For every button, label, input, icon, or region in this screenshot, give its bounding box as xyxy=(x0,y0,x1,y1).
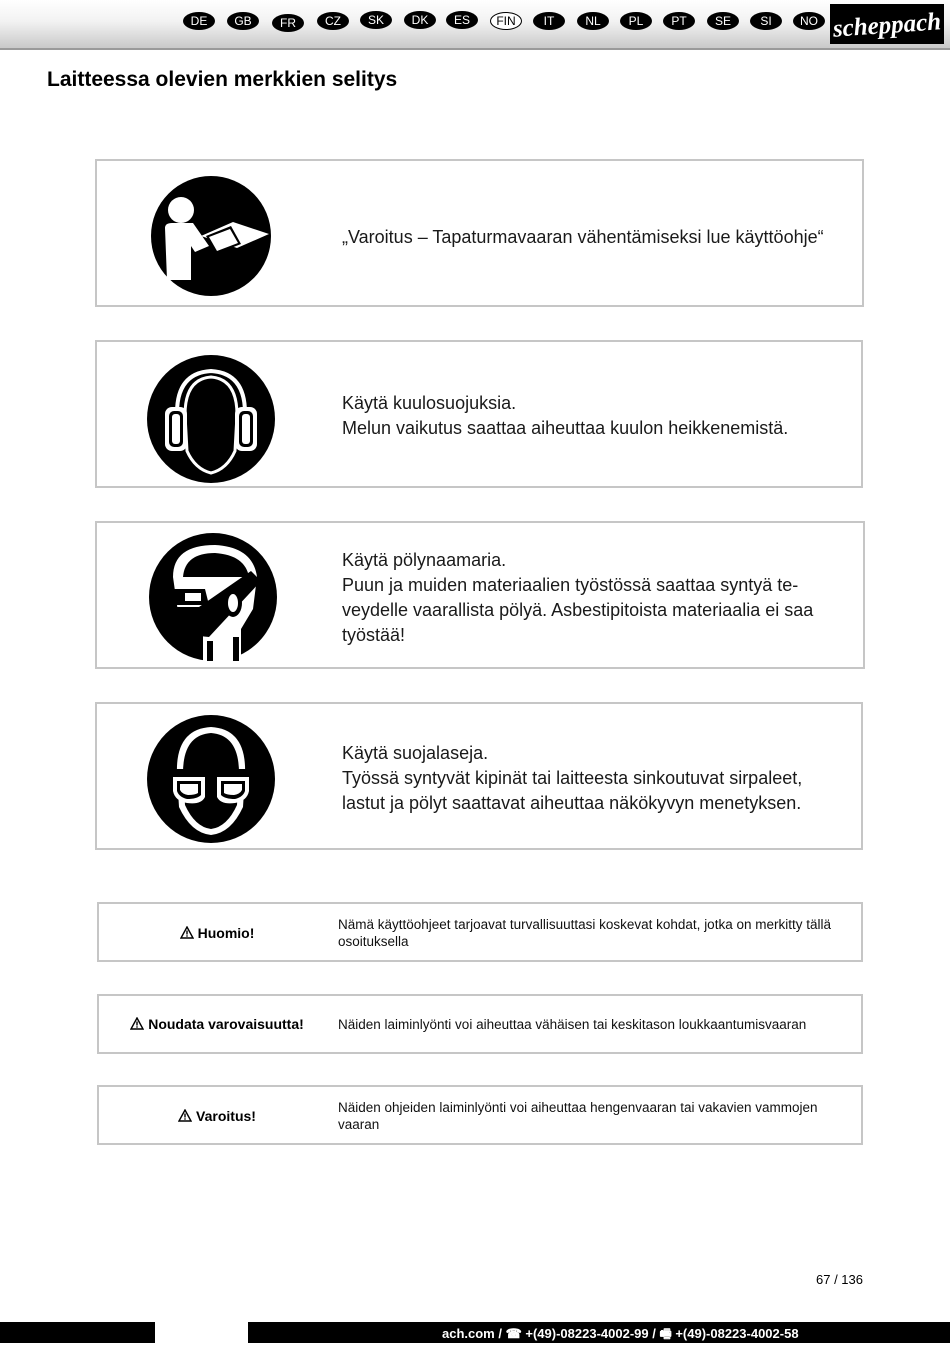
logo-text: scheppach xyxy=(831,8,942,43)
lang-cz[interactable]: CZ xyxy=(317,12,349,30)
sign-line: Käytä pölynaamaria. xyxy=(342,550,507,570)
read-manual-icon xyxy=(151,176,271,296)
lang-no[interactable]: NO xyxy=(793,12,825,30)
lang-sk[interactable]: SK xyxy=(360,11,392,29)
notice-huomio xyxy=(97,902,863,962)
sign-line: Käytä suojalaseja. xyxy=(342,743,489,763)
brand-logo xyxy=(830,4,944,44)
sign-line: „Varoitus – Tapaturmavaaran vähentämiseksi lue käyttöohje“ xyxy=(342,227,824,247)
footer-bar xyxy=(0,1322,950,1343)
sign-line: veydelle vaarallista pölyä. Asbestipitoista materiaalia ei saa xyxy=(342,600,814,620)
notice-noudata-varovaisuutta xyxy=(97,994,863,1054)
warning-triangle-icon xyxy=(178,1109,192,1122)
sign-safety-goggles-text xyxy=(342,741,842,816)
lang-es[interactable]: ES xyxy=(446,11,478,29)
notice-label-text: Varoitus! xyxy=(196,1108,256,1124)
lang-si[interactable]: SI xyxy=(750,12,782,30)
sign-line: Käytä kuulosuojuksia. xyxy=(342,393,517,413)
notice-varoitus xyxy=(97,1085,863,1145)
warning-triangle-icon xyxy=(130,1017,144,1030)
sign-dust-mask-text xyxy=(342,548,842,648)
sign-ear-protection xyxy=(95,340,863,488)
lang-fr[interactable]: FR xyxy=(272,14,304,32)
notice-label-text: Huomio! xyxy=(197,925,255,941)
warning-triangle-icon xyxy=(180,926,194,939)
ear-protection-icon xyxy=(147,355,275,483)
page-title: Laitteessa olevien merkkien selitys xyxy=(47,68,398,91)
lang-it[interactable]: IT xyxy=(533,12,565,30)
sign-line: Työssä syntyvät kipinät tai laitteesta sinkoutuvat sirpaleet, xyxy=(342,768,803,788)
notice-label xyxy=(99,1108,335,1124)
sign-line: lastut ja pölyt saattavat aiheuttaa näkökyvyn menetyksen. xyxy=(342,793,802,813)
notice-label-text: Noudata varovaisuutta! xyxy=(148,1016,304,1032)
lang-de[interactable]: DE xyxy=(183,12,215,30)
sign-line: Puun ja muiden materiaalien työstössä saattaa syntyä te- xyxy=(342,575,799,595)
safety-goggles-icon xyxy=(147,715,275,843)
sign-line: Melun vaikutus saattaa aiheuttaa kuulon heikkenemistä. xyxy=(342,418,789,438)
footer-contact: ach.com / ☎ +(49)-08223-4002-99 / 🖷 +(49)-08223-4002-58 xyxy=(442,1326,799,1341)
dust-mask-icon xyxy=(149,533,277,661)
lang-gb[interactable]: GB xyxy=(227,12,259,30)
notice-label xyxy=(99,1016,335,1032)
sign-read-manual xyxy=(95,159,864,307)
notice-text: Näiden ohjeiden laiminlyönti voi aiheuttaa hengenvaaran tai vakavien vammojen vaaran xyxy=(338,1100,818,1132)
sign-safety-goggles xyxy=(95,702,863,850)
notice-text: Nämä käyttöohjeet tarjoavat turvallisuuttasi koskevat kohdat, jotka on merkitty tällä osoituksella xyxy=(338,917,831,949)
lang-pt[interactable]: PT xyxy=(663,12,695,30)
notice-label xyxy=(99,925,335,941)
footer-gap xyxy=(155,1322,248,1343)
top-bar xyxy=(0,0,950,50)
lang-pl[interactable]: PL xyxy=(620,12,652,30)
sign-dust-mask xyxy=(95,521,865,669)
lang-nl[interactable]: NL xyxy=(577,12,609,30)
lang-dk[interactable]: DK xyxy=(404,11,436,29)
page-number: 67 / 136 xyxy=(816,1272,863,1287)
sign-ear-protection-text xyxy=(342,391,842,441)
lang-fin[interactable]: FIN xyxy=(490,12,522,30)
sign-read-manual-text xyxy=(342,225,862,250)
sign-line: työstää! xyxy=(342,625,406,645)
notice-text: Näiden laiminlyönti voi aiheuttaa vähäisen tai keskitason loukkaantumisvaaran xyxy=(338,1017,807,1032)
lang-se[interactable]: SE xyxy=(707,12,739,30)
